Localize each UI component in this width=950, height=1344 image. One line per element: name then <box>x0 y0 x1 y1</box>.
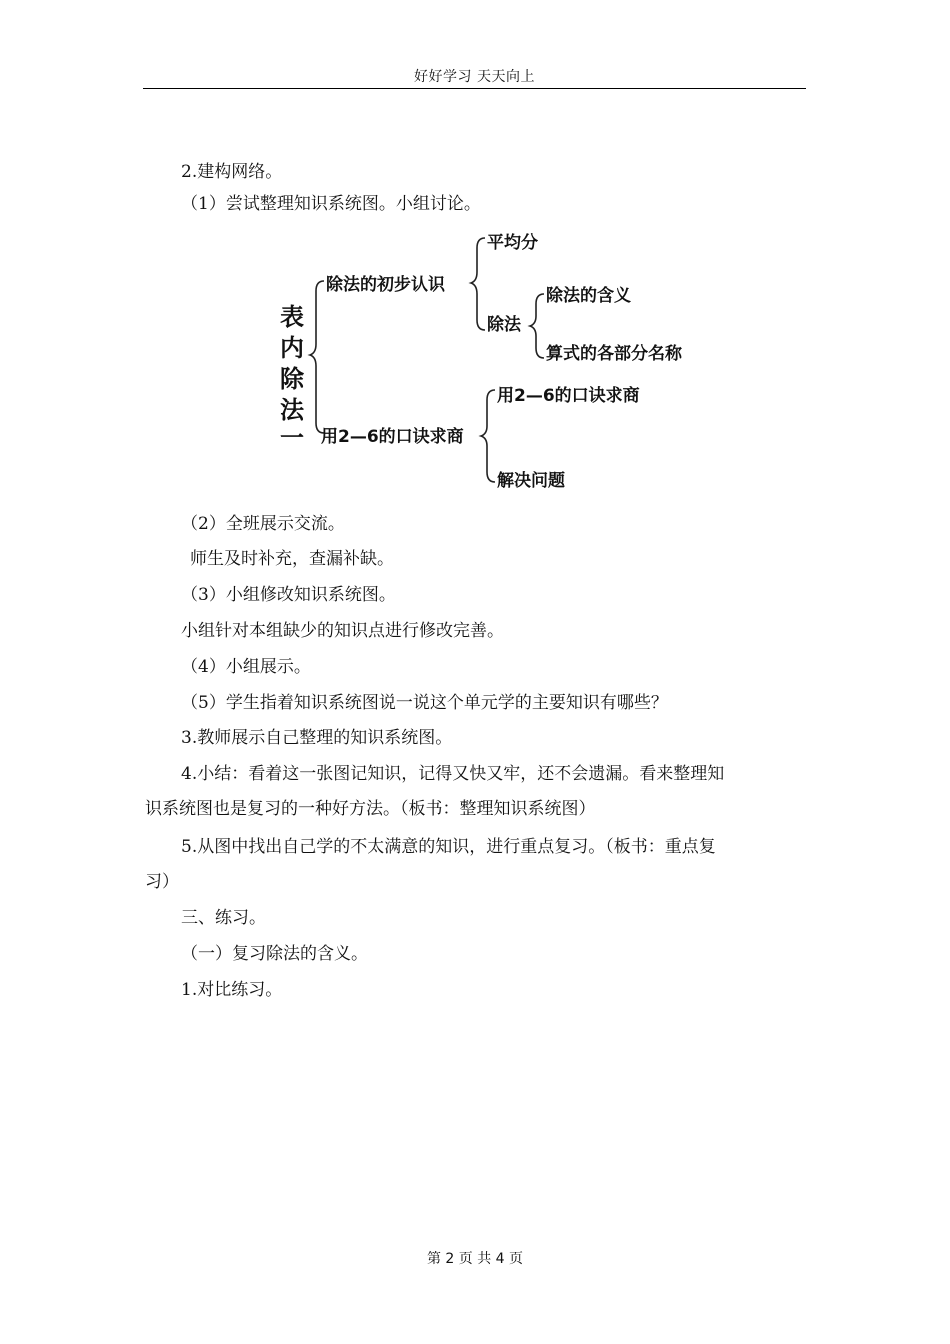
paragraph: （3）小组修改知识系统图。 <box>181 585 396 605</box>
branch1-brace <box>471 238 485 330</box>
paragraph: 三、练习。 <box>181 908 266 928</box>
branch2-brace <box>481 390 495 482</box>
diagram-branch2-child2: 解决问题 <box>497 471 565 491</box>
knowledge-system-diagram <box>270 228 720 503</box>
diagram-root-char: 法 <box>280 396 304 424</box>
paragraph: （5）学生指着知识系统图说一说这个单元学的主要知识有哪些？ <box>181 693 668 713</box>
header-rule <box>143 88 806 89</box>
paragraph: 1.对比练习。 <box>181 980 283 1000</box>
diagram-branch1-child1: 平均分 <box>487 233 538 253</box>
paragraph: 3.教师展示自己整理的知识系统图。 <box>181 728 453 748</box>
diagram-branch1-sub1: 除法的含义 <box>546 286 631 306</box>
paragraph: （一）复习除法的含义。 <box>181 944 368 964</box>
page-footer: 第 2 页 共 4 页 <box>426 1251 524 1267</box>
diagram-branch2-child1: 用2—6的口诀求商 <box>497 386 640 406</box>
paragraph: （1）尝试整理知识系统图。小组讨论。 <box>181 194 481 214</box>
paragraph: 小组针对本组缺少的知识点进行修改完善。 <box>181 621 504 641</box>
diagram-root-char: 表 <box>280 303 304 331</box>
root-brace <box>310 281 324 433</box>
diagram-branch2: 用2—6的口诀求商 <box>321 427 464 447</box>
paragraph: 习） <box>145 872 179 892</box>
paragraph: （4）小组展示。 <box>181 657 311 677</box>
paragraph: 2.建构网络。 <box>181 162 283 182</box>
branch1-child2-brace <box>530 294 544 358</box>
page-header: 好好学习 天天向上 <box>414 69 535 85</box>
paragraph: （2）全班展示交流。 <box>181 514 345 534</box>
paragraph: 师生及时补充，查漏补缺。 <box>190 549 394 569</box>
paragraph: 识系统图也是复习的一种好方法。（板书：整理知识系统图） <box>145 799 596 819</box>
diagram-root-char: 内 <box>280 334 304 362</box>
diagram-root-char: 一 <box>280 424 304 452</box>
diagram-branch1-child2: 除法 <box>487 315 521 335</box>
diagram-branch1-sub2: 算式的各部分名称 <box>546 344 682 364</box>
paragraph: 5.从图中找出自己学的不太满意的知识，进行重点复习。（板书：重点复 <box>181 837 716 857</box>
diagram-branch1: 除法的初步认识 <box>326 275 445 295</box>
diagram-root-char: 除 <box>280 365 304 393</box>
paragraph: 4.小结：看着这一张图记知识，记得又快又牢，还不会遗漏。看来整理知 <box>181 764 725 784</box>
